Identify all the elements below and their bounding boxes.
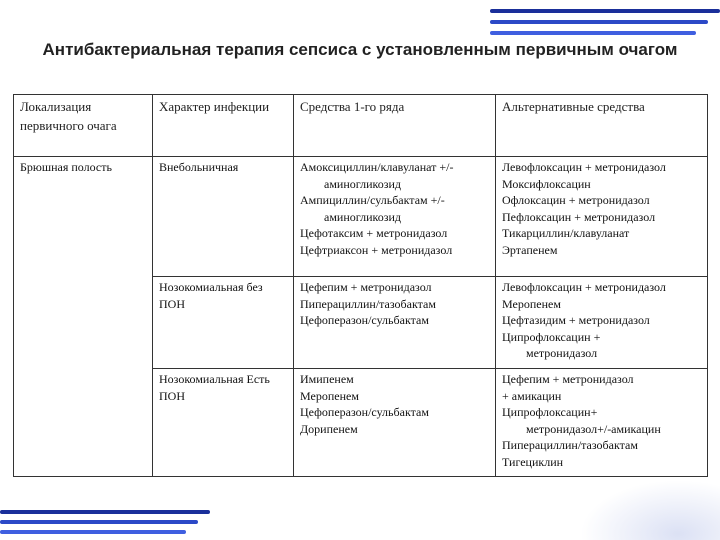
drug-line: Ципрофлоксацин +	[502, 329, 601, 344]
drug-line: Цефтриаксон + метронидазол	[300, 242, 453, 257]
drug-line: аминогликозид	[324, 176, 401, 191]
cell-alternative	[496, 157, 708, 277]
drug-line: Цефоперазон/сульбактам	[300, 405, 429, 419]
top-right-stripes	[490, 9, 720, 37]
drug-line: Имипенем	[300, 372, 354, 386]
drug-line: Меропенем	[300, 388, 359, 403]
cell-first-line	[294, 277, 496, 369]
bottom-left-stripes	[0, 510, 210, 536]
stripe	[0, 520, 198, 524]
header-alternative: Альтернативные средства	[496, 95, 708, 157]
slide-title: Антибактериальная терапия сепсиса с установленным первичным очагом	[42, 40, 678, 59]
cell-infection: Нозокомиальная Есть ПОН	[153, 369, 294, 477]
drug-line: Ципрофлоксацин+	[502, 405, 598, 419]
drug-line: Левофлоксацин + метронидазол	[502, 160, 666, 174]
drug-line: Пиперациллин/тазобактам	[502, 438, 638, 452]
drug-line: метронидазол	[526, 346, 598, 360]
cell-alternative	[496, 277, 708, 369]
stripe	[0, 530, 186, 534]
table-row	[14, 157, 708, 277]
drug-line: Моксифлоксацин	[502, 176, 591, 191]
header-localization: Локализация первичного очага	[14, 95, 153, 157]
drug-line: метронидазол+/-амикацин	[526, 421, 661, 436]
cell-alternative	[496, 369, 708, 477]
drug-line: Пефлоксацин + метронидазол	[502, 209, 656, 224]
drug-line: Цефоперазон/сульбактам	[300, 313, 429, 327]
drug-line: Тикарциллин/клавуланат	[502, 226, 630, 240]
cell-localization: Брюшная полость	[14, 157, 153, 477]
drug-line: Амоксициллин/клавуланат +/-	[300, 160, 454, 174]
cell-first-line	[294, 157, 496, 277]
drug-line: аминогликозид	[324, 209, 401, 224]
drug-line: Цефепим + метронидазол	[300, 280, 432, 294]
table-header-row	[14, 95, 708, 157]
drug-line: Дорипенем	[300, 421, 358, 436]
stripe	[490, 9, 720, 13]
stripe	[0, 510, 210, 514]
stripe	[490, 20, 708, 24]
drug-line: + амикацин	[502, 388, 562, 403]
header-infection: Характер инфекции	[153, 95, 294, 157]
drug-line: Тигециклин	[502, 454, 564, 469]
corner-glow-decoration	[580, 480, 720, 540]
drug-line: Цефепим + метронидазол	[502, 372, 634, 386]
drug-line: Пиперациллин/тазобактам	[300, 296, 436, 311]
drug-line: Цефотаксим + метронидазол	[300, 226, 448, 240]
therapy-table	[13, 94, 708, 477]
drug-line: Левофлоксацин + метронидазол	[502, 280, 666, 294]
stripe	[490, 31, 696, 35]
drug-line: Эртапенем	[502, 242, 558, 257]
drug-line: Меропенем	[502, 296, 561, 311]
header-first-line: Средства 1-го ряда	[294, 95, 496, 157]
drug-line: Цефтазидим + метронидазол	[502, 313, 650, 327]
drug-line: Ампициллин/сульбактам +/-	[300, 193, 445, 207]
drug-line: Офлоксацин + метронидазол	[502, 193, 650, 207]
cell-infection: Внебольничная	[153, 157, 294, 277]
cell-first-line	[294, 369, 496, 477]
cell-infection: Нозокомиальная без ПОН	[153, 277, 294, 369]
